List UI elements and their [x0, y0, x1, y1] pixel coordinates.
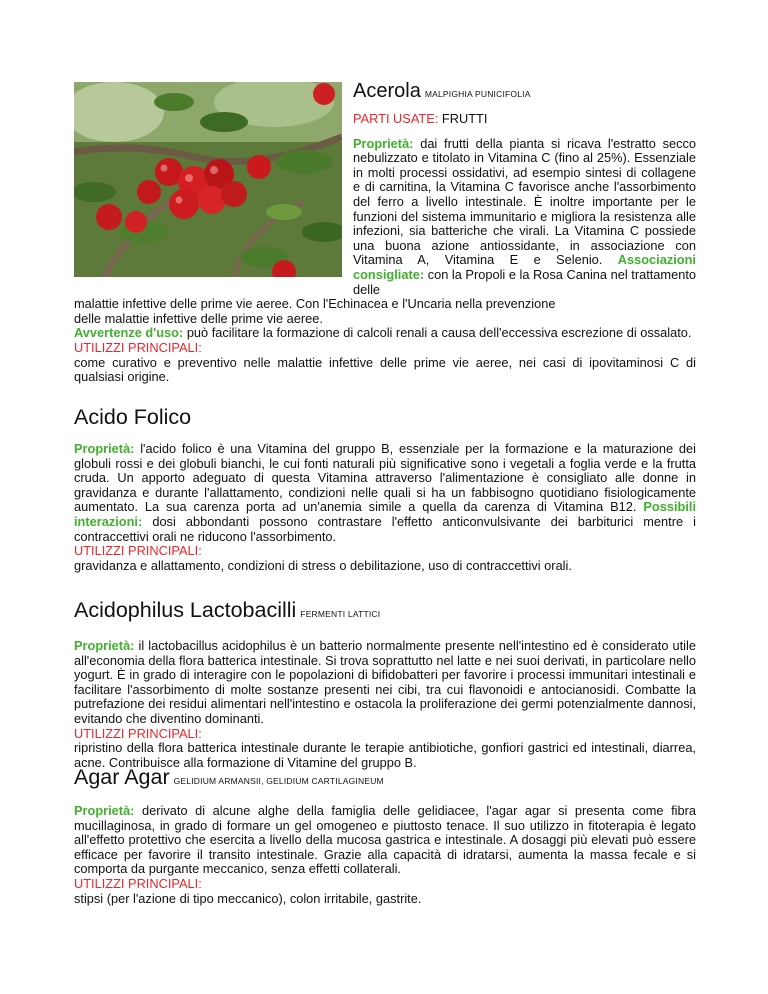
acerola-latin: MALPIGHIA PUNICIFOLIA [424, 89, 531, 99]
acidophilus-title [74, 597, 696, 627]
acido-folico-prop-label: Proprietà: [74, 441, 135, 456]
acidophilus-latin: FERMENTI LATTICI [300, 609, 381, 619]
agar-uses-label: UTILIZZI PRINCIPALI: [74, 875, 202, 891]
acidophilus-uses-label: UTILIZZI PRINCIPALI: [74, 725, 202, 741]
acido-folico-inter-text: dosi abbondanti possono contrastare l'effetto anticonvulsivante dei barbiturici mentre i contraccettivi orali ne riducono l'assorbimento. [74, 513, 696, 544]
acido-folico-prop-text: l'acido folico è una Vitamina del gruppo B, essenziale per la formazione e la maturazione dei globuli rossi e dei globuli bianchi, le cui fonti naturali più significative sono i vegetali a foglia verde e la frutta cruda. Un apporto adeguato di questa Vitamina attraverso l'alimentazione è consigliato alle donne in gravidanza e durante l'allattamento, condizioni nelle quali si ha un fabbisogno quotidiano fisiologicamente aumentato. La sua carenza porta ad un'anemia simile a quella da carenza di Vitamina B12. [74, 441, 696, 515]
agar-uses-text: stipsi (per l'azione di tipo meccanico), colon irritabile, gastrite. [74, 890, 422, 906]
acerola-uses-text: come curativo e preventivo nelle malattie infettive delle prime vie aeree, nei casi di ipovitaminosi C di qualsiasi origine. [74, 354, 696, 385]
acerola-assoc-label: Associazioni consigliate: [353, 252, 696, 282]
acido-folico-properties [74, 442, 696, 544]
agar-properties [74, 804, 696, 877]
agar-title [74, 764, 696, 794]
agar-prop-label: Proprietà: [74, 803, 135, 818]
acido-folico-section [74, 404, 696, 573]
acerola-assoc-text-b: malattie infettive delle prime vie aeree. Con l'Echinacea e l'Uncaria nella prevenzione [74, 296, 556, 312]
acidophilus-prop-text: il lactobacillus acidophilus è un batterio normalmente presente nell'intestino ed è considerato utile all'economia della flora batterica intestinale. Si trova soprattutto nel latte e nei suoi derivati, in particolare nello yogurt. È in grado di interagire con le popolazioni di bifidobatteri per favorire i processi immunitari intestinali e facilitare l'assorbimento di molte sostanze presenti nei cibi, tra cui flavonoidi e antocianosidi. Combatte la putrefazione dei residui alimentari nell'intestino e ostacola la proliferazione dei germi potenzialmente dannosi, evitando che diventino dominanti. [74, 638, 696, 726]
acerola-prop-text: dai frutti della pianta si ricava l'estratto secco nebulizzato e titolato in Vitamina C (fino al 25%). Essenziale in molti processi ossidativi, ad esempio sintesi di collagene e di carnitina, la Vitamina C favorisce anche l'assorbimento del ferro a livello intestinale. È inoltre importante per le funzioni del sistema immunitario e migliora la resistenza alle infezioni, sia batteriche che virali. La Vitamina C possiede una buona azione antiossidante, in associazione con Vitamina A, Vitamina E e Selenio. [353, 135, 697, 268]
acidophilus-section [74, 597, 696, 770]
acerola-warn-label: Avvertenze d'uso: [74, 325, 184, 341]
agar-prop-text: derivato di alcune alghe della famiglia delle gelidiacee, l'agar agar si presenta come fibra mucillaginosa, in grado di formare un gel omogeneo e piuttosto tenace. Il suo utilizzo in fitoterapia è legato all'effetto protettivo che esercita a livello della mucosa gastrica e intestinale. A dosaggi più elevati può essere efficace per favorire il transito intestinale. Grazie alla capacità di idratarsi, aumenta la massa fecale e si comporta da purgante meccanico, senza effetti collaterali. [74, 803, 696, 877]
acerola-warnings [74, 326, 696, 341]
acerola-assoc-text-c: delle malattie infettive delle prime vie aeree. [74, 310, 323, 326]
acerola-section [74, 78, 696, 385]
acido-folico-inter-label: Possibili interazioni: [74, 499, 696, 529]
acido-folico-uses-label: UTILIZZI PRINCIPALI: [74, 543, 202, 559]
acidophilus-prop-label: Proprietà: [74, 638, 135, 653]
acerola-assoc-text-a: con la Propoli e la Rosa Canina nel trattamento delle [353, 266, 696, 297]
agar-section [74, 764, 696, 906]
acerola-parts [353, 112, 696, 127]
parts-label: PARTI USATE: [353, 111, 439, 126]
acerola-prop-label: Proprietà: [353, 135, 414, 151]
acerola-uses-label: UTILIZZI PRINCIPALI: [74, 339, 202, 355]
acerola-name: Acerola [353, 80, 421, 102]
acido-folico-title: Acido Folico [74, 405, 192, 429]
acerola-warn-text: può facilitare la formazione di calcoli renali a causa dell'eccessiva escrezione di ossalato. [186, 325, 692, 341]
agar-latin: GELIDIUM ARMANSII, GELIDIUM CARTILAGINEUM [173, 776, 384, 786]
acerola-properties [353, 137, 696, 298]
parts-value: FRUTTI [441, 111, 488, 126]
acidophilus-uses-text: ripristino della flora batterica intestinale durante le terapie antibiotiche, gonfiori gastrici ed intestinali, diarrea, acne. Contribuisce alla formazione di Vitamine del gruppo B. [74, 740, 696, 770]
acido-folico-uses-text: gravidanza e allattamento, condizioni di stress o debilitazione, uso di contraccettivi orali. [74, 557, 572, 573]
acerola-title [353, 78, 696, 106]
acidophilus-properties [74, 639, 696, 727]
acidophilus-name: Acidophilus Lactobacilli [74, 598, 297, 622]
agar-name: Agar Agar [74, 765, 170, 789]
